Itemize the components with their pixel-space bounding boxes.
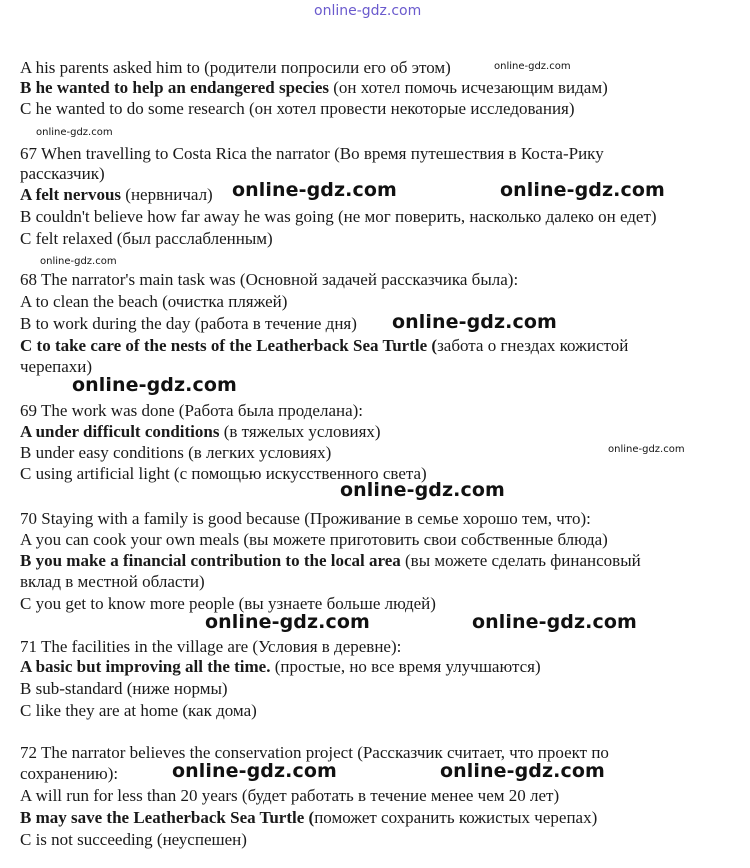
- plain-part: C he wanted to do some research (он хотел провести некоторые исследования): [20, 99, 575, 118]
- plain-part: черепахи): [20, 357, 93, 376]
- big-watermark: online-gdz.com: [72, 374, 237, 396]
- line-q69-a: [20, 421, 381, 442]
- small-watermark: online-gdz.com: [494, 61, 571, 72]
- line-q67-a: [20, 184, 213, 205]
- line-q71-c: [20, 700, 257, 721]
- top-watermark: online-gdz.com: [314, 3, 422, 19]
- line-q72-a: [20, 785, 559, 806]
- plain-part: 71 The facilities in the village are (Условия в деревне):: [20, 637, 402, 656]
- plain-part: B sub-standard (ниже нормы): [20, 679, 228, 698]
- big-watermark: online-gdz.com: [472, 611, 637, 633]
- plain-part: 70 Staying with a family is good because (Проживание в семье хорошо тем, что):: [20, 509, 591, 528]
- plain-part: B to work during the day (работа в течение дня): [20, 314, 357, 333]
- plain-part: (нервничал): [121, 185, 213, 204]
- plain-part: 69 The work was done (Работа была проделана):: [20, 401, 364, 420]
- plain-part: (вы можете сделать финансовый: [400, 551, 641, 570]
- line-q70-a: [20, 529, 608, 550]
- small-watermark: online-gdz.com: [36, 127, 113, 138]
- small-watermark: online-gdz.com: [40, 256, 117, 267]
- big-watermark: online-gdz.com: [205, 611, 370, 633]
- plain-part: 68 The narrator's main task was (Основной задачей рассказчика была):: [20, 270, 519, 289]
- plain-part: рассказчик): [20, 164, 105, 183]
- line-q72-c: [20, 829, 247, 850]
- big-watermark: online-gdz.com: [500, 179, 665, 201]
- line-q67-2: [20, 163, 105, 184]
- line-q68-b: [20, 313, 357, 334]
- plain-part: (простые, но все время улучшаются): [270, 657, 541, 676]
- plain-part: C like they are at home (как дома): [20, 701, 257, 720]
- bold-part: B may save the Leatherback Sea Turtle (: [20, 808, 315, 827]
- big-watermark: online-gdz.com: [232, 179, 397, 201]
- line-q70-b: [20, 550, 641, 571]
- plain-part: A will run for less than 20 years (будет работать в течение менее чем 20 лет): [20, 786, 560, 805]
- line-q66-c: [20, 98, 575, 119]
- plain-part: A to clean the beach (очистка пляжей): [20, 292, 288, 311]
- bold-part: C to take care of the nests of the Leatherback Sea Turtle (: [20, 336, 438, 355]
- big-watermark: online-gdz.com: [440, 760, 605, 782]
- line-q67-b: [20, 206, 657, 227]
- line-q66-b: [20, 77, 608, 98]
- plain-part: B couldn't believe how far away he was going (не мог поверить, насколько далеко он едет): [20, 207, 657, 226]
- plain-part: поможет сохранить кожистых черепах): [314, 808, 598, 827]
- line-q70-1: [20, 508, 591, 529]
- line-q69-b: [20, 442, 331, 463]
- line-q71-1: [20, 636, 401, 657]
- bold-part: A felt nervous: [20, 185, 122, 204]
- plain-part: вклад в местной области): [20, 572, 205, 591]
- small-watermark: online-gdz.com: [608, 444, 685, 455]
- big-watermark: online-gdz.com: [340, 479, 505, 501]
- line-q67-1: [20, 143, 604, 164]
- line-q70-b2: [20, 571, 205, 592]
- plain-part: C felt relaxed (был расслабленным): [20, 229, 273, 248]
- line-q67-c: [20, 228, 273, 249]
- plain-part: A his parents asked him to (родители попросили его об этом): [20, 58, 451, 77]
- plain-part: (он хотел помочь исчезающим видам): [329, 78, 608, 97]
- line-q66-a: [20, 57, 451, 78]
- line-q68-1: [20, 269, 518, 290]
- bold-part: A under difficult conditions: [20, 422, 220, 441]
- plain-part: 67 When travelling to Costa Rica the narrator (Во время путешествия в Коста-Рику: [20, 144, 604, 163]
- plain-part: забота о гнездах кожистой: [437, 336, 629, 355]
- big-watermark: online-gdz.com: [172, 760, 337, 782]
- bold-part: B you make a financial contribution to the local area: [20, 551, 401, 570]
- line-q68-c: [20, 335, 628, 356]
- line-q72-2: [20, 763, 118, 784]
- plain-part: сохранению):: [20, 764, 119, 783]
- plain-part: C using artificial light (с помощью искусственного света): [20, 464, 427, 483]
- plain-part: C is not succeeding (неуспешен): [20, 830, 247, 849]
- plain-part: C you get to know more people (вы узнаете больше людей): [20, 594, 436, 613]
- bold-part: B he wanted to help an endangered species: [20, 78, 330, 97]
- plain-part: B under easy conditions (в легких условиях): [20, 443, 332, 462]
- line-q69-1: [20, 400, 363, 421]
- big-watermark: online-gdz.com: [392, 311, 557, 333]
- line-q68-a: [20, 291, 287, 312]
- plain-part: A you can cook your own meals (вы можете приготовить свои собственные блюда): [20, 530, 608, 549]
- plain-part: 72 The narrator believes the conservation project (Рассказчик считает, что проект по: [20, 743, 609, 762]
- line-q71-a: [20, 656, 541, 677]
- plain-part: (в тяжелых условиях): [219, 422, 381, 441]
- line-q72-b: [20, 807, 597, 828]
- line-q71-b: [20, 678, 228, 699]
- bold-part: A basic but improving all the time.: [20, 657, 271, 676]
